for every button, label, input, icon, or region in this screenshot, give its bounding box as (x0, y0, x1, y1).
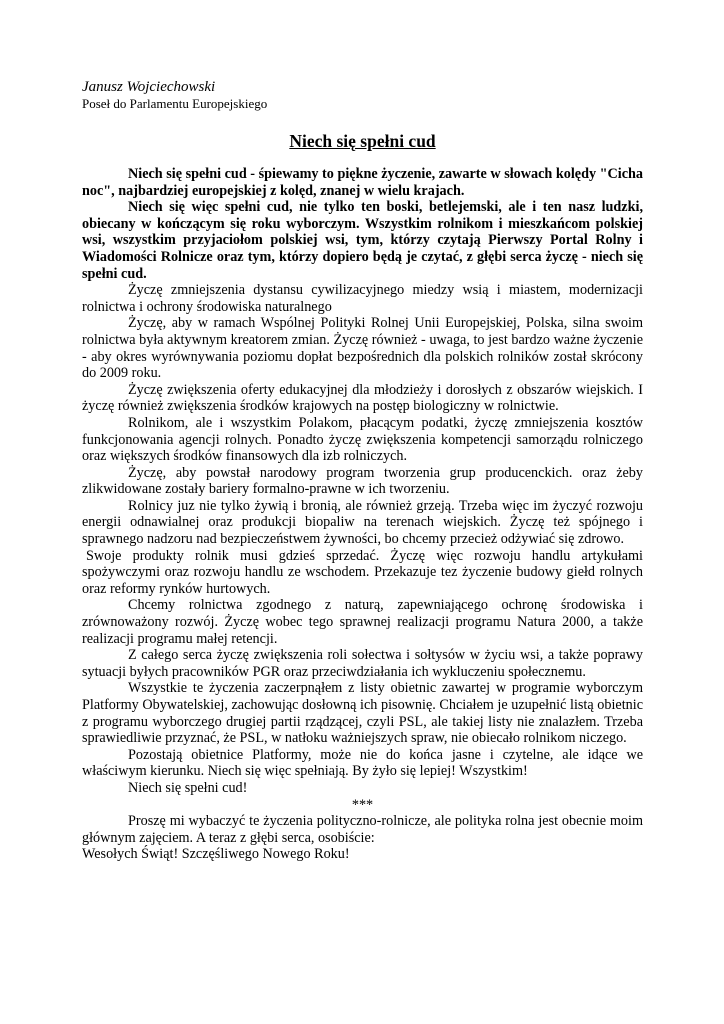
holiday-greeting: Wesołych Świąt! Szczęśliwego Nowego Roku! (82, 846, 350, 863)
paragraph-13: Pozostają obietnice Platformy, może nie do końca jasne i czytelne, ale idące we właściwym kierunku. Niech się więc spełniają. By żyło się lepiej! Wszystkim! (82, 746, 643, 780)
author-position: Poseł do Parlamentu Europejskiego (82, 96, 268, 111)
paragraph-1: Niech się spełni cud - śpiewamy to piękne życzenie, zawarte w słowach kolędy "Cicha noc", najbardziej europejskiej z kolęd, znanej w wielu krajach. (82, 166, 643, 199)
paragraph-9: Swoje produkty rolnik musi gdzieś sprzedać. Życzę więc rozwoju handlu artykułami spożywczymi oraz rozwoju handlu ze wschodem. Przekazuje tez życzenie budowy giełd rolnych oraz reformy rynków hurtowych. (82, 547, 643, 597)
paragraph-5: Życzę zwiększenia oferty edukacyjnej dla młodzieży i dorosłych z obszarów wiejskich. I życzę również zwiększenia środków krajowych na postęp biologiczny w rolnictwie. (82, 381, 643, 415)
closing-wish: Niech się spełni cud! (128, 779, 248, 796)
paragraph-4: Życzę, aby w ramach Wspólnej Polityki Rolnej Unii Europejskiej, Polska, silna swoim rolnictwa była aktywnym kreatorem zmian. Życzę również - uwaga, to jest bardzo ważne życzenie - aby okres wyrównywania poziomu dopłat bezpośrednich dla polskich rolników został skrócony do 2009 roku. (82, 315, 643, 382)
paragraph-3: Życzę zmniejszenia dystansu cywilizacyjnego miedzy wsią i miastem, modernizacji rolnictwa i ochrony środowiska naturalnego (82, 282, 643, 315)
section-separator: *** (351, 796, 374, 813)
paragraph-10: Chcemy rolnictwa zgodnego z naturą, zapewniającego ochronę środowiska i zrównoważony rozwój. Życzę wobec tego sprawnej realizacji programu Natura 2000, a także realizacji programu małej retencji. (82, 597, 643, 647)
paragraph-11: Z całego serca życzę zwiększenia roli sołectwa i sołtysów w życiu wsi, a także poprawy sytuacji byłych pracowników PGR oraz przeciwdziałania ich wykluczeniu społecznemu. (82, 647, 643, 680)
paragraph-8: Rolnicy juz nie tylko żywią i bronią, ale również grzeją. Trzeba więc im życzyć rozwoju energii odnawialnej oraz produkcji biopaliw na terenach wiejskich. Życzę też spójnego i sprawnego nadzoru nad bezpieczeństwem żywności, bo chcemy przecież odżywiać się zdrowo. (82, 497, 643, 548)
paragraph-apology: Proszę mi wybaczyć te życzenia polityczno-rolnicze, ale polityka rolna jest obecnie moim głównym zajęciem. A teraz z głębi serca, osobiście: (82, 813, 643, 846)
paragraph-7: Życzę, aby powstał narodowy program tworzenia grup producenckich. oraz żeby zlikwidowane zostały bariery formalno-prawne w ich tworzeniu. (82, 464, 643, 498)
page-title: Niech się spełni cud (289, 131, 436, 151)
paragraph-12: Wszystkie te życzenia zaczerpnąłem z listy obietnic zawartej w programie wyborczym Platformy Obywatelskiej, zachowując dosłowną ich pisownię. Chciałem je uzupełnić listą obietnic z programu wyborczego drugiej partii rządzącej, czyli PSL, ale takiej listy nie znalazłem. Trzeba sprawiedliwie przyznać, że PSL, w natłoku ważniejszych spraw, nie obiecało rolnikom niczego. (82, 680, 643, 747)
letter-page (82, 78, 643, 863)
author-name: Janusz Wojciechowski (82, 79, 216, 95)
paragraph-2: Niech się więc spełni cud, nie tylko ten boski, betlejemski, ale i ten nasz ludzki, obiecany w kończącym się roku wyborczym. Wszystkim rolnikom i mieszkańcom polskiej wsi, wszystkim przyjaciołom polskiej wsi, tym, którzy czytają Pierwszy Portal Rolny i Wiadomości Rolnicze oraz tym, którzy dopiero będą je czytać, z głębi serca życzę - niech się spełni cud. (82, 199, 643, 282)
paragraph-6: Rolnikom, ale i wszystkim Polakom, płacącym podatki, życzę zmniejszenia kosztów funkcjonowania agencji rolnych. Ponadto życzę zwiększenia kompetencji samorządu rolniczego oraz większych środków finansowych dla izb rolniczych. (82, 414, 643, 465)
